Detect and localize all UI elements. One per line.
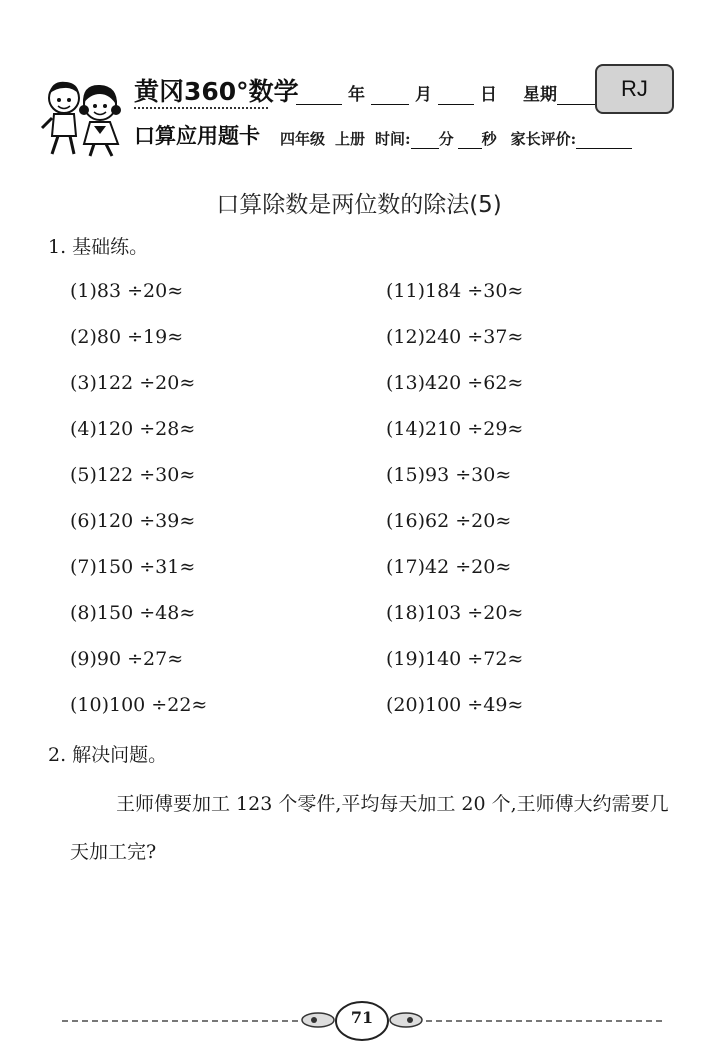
year-blank[interactable]	[296, 86, 342, 105]
problem-15: (15)93 ÷30≈	[386, 464, 512, 486]
problem-3: (3)122 ÷20≈	[70, 372, 196, 394]
weekday-label: 星期	[523, 85, 557, 105]
problem-2: (2)80 ÷19≈	[70, 326, 184, 348]
parent-eval-blank[interactable]	[576, 130, 632, 149]
month-label: 月	[415, 85, 432, 105]
problem-17: (17)42 ÷20≈	[386, 556, 512, 578]
problem-16: (16)62 ÷20≈	[386, 510, 512, 532]
brand-divider	[134, 107, 268, 109]
problem-4: (4)120 ÷28≈	[70, 418, 196, 440]
page-number: 71	[350, 1008, 374, 1027]
problem-18: (18)103 ÷20≈	[386, 602, 524, 624]
problem-7: (7)150 ÷31≈	[70, 556, 196, 578]
grade-label: 四年级	[280, 130, 326, 148]
minutes-blank[interactable]	[411, 130, 439, 149]
kids-mascot-illustration	[38, 74, 130, 160]
word-problem-text: 王师傅要加工 123 个零件,平均每天加工 20 个,王师傅大约需要几天加工完?	[70, 793, 669, 863]
problem-14: (14)210 ÷29≈	[386, 418, 524, 440]
problem-12: (12)240 ÷37≈	[386, 326, 524, 348]
day-label: 日	[480, 85, 497, 105]
footer-divider-right	[426, 1020, 662, 1022]
weekday-blank[interactable]	[557, 86, 597, 105]
seconds-label: 秒	[481, 130, 497, 148]
problem-8: (8)150 ÷48≈	[70, 602, 196, 624]
problem-1: (1)83 ÷20≈	[70, 280, 184, 302]
section-basic-heading: 1. 基础练。	[48, 236, 149, 258]
brand-title: 黄冈360°数学	[134, 77, 299, 106]
brand-subtitle: 口算应用题卡	[134, 124, 260, 148]
meta-line	[280, 128, 632, 149]
footer-divider-left	[62, 1020, 298, 1022]
problem-5: (5)122 ÷30≈	[70, 464, 196, 486]
problem-11: (11)184 ÷30≈	[386, 280, 524, 302]
edition-badge: RJ	[595, 64, 674, 114]
year-label: 年	[348, 85, 365, 105]
section-problem-solving-heading: 2. 解决问题。	[48, 744, 168, 766]
problem-13: (13)420 ÷62≈	[386, 372, 524, 394]
problem-10: (10)100 ÷22≈	[70, 694, 208, 716]
problem-19: (19)140 ÷72≈	[386, 648, 524, 670]
problem-6: (6)120 ÷39≈	[70, 510, 196, 532]
seconds-blank[interactable]	[458, 130, 482, 149]
worksheet-title: 口算除数是两位数的除法(5)	[216, 192, 502, 218]
date-fill-line	[296, 80, 597, 105]
day-blank[interactable]	[438, 86, 474, 105]
problem-20: (20)100 ÷49≈	[386, 694, 524, 716]
minutes-label: 分	[438, 130, 454, 148]
parent-eval-label: 家长评价:	[510, 130, 577, 148]
month-blank[interactable]	[371, 86, 409, 105]
time-label: 时间:	[375, 130, 411, 148]
term-label: 上册	[335, 130, 366, 148]
problem-9: (9)90 ÷27≈	[70, 648, 184, 670]
